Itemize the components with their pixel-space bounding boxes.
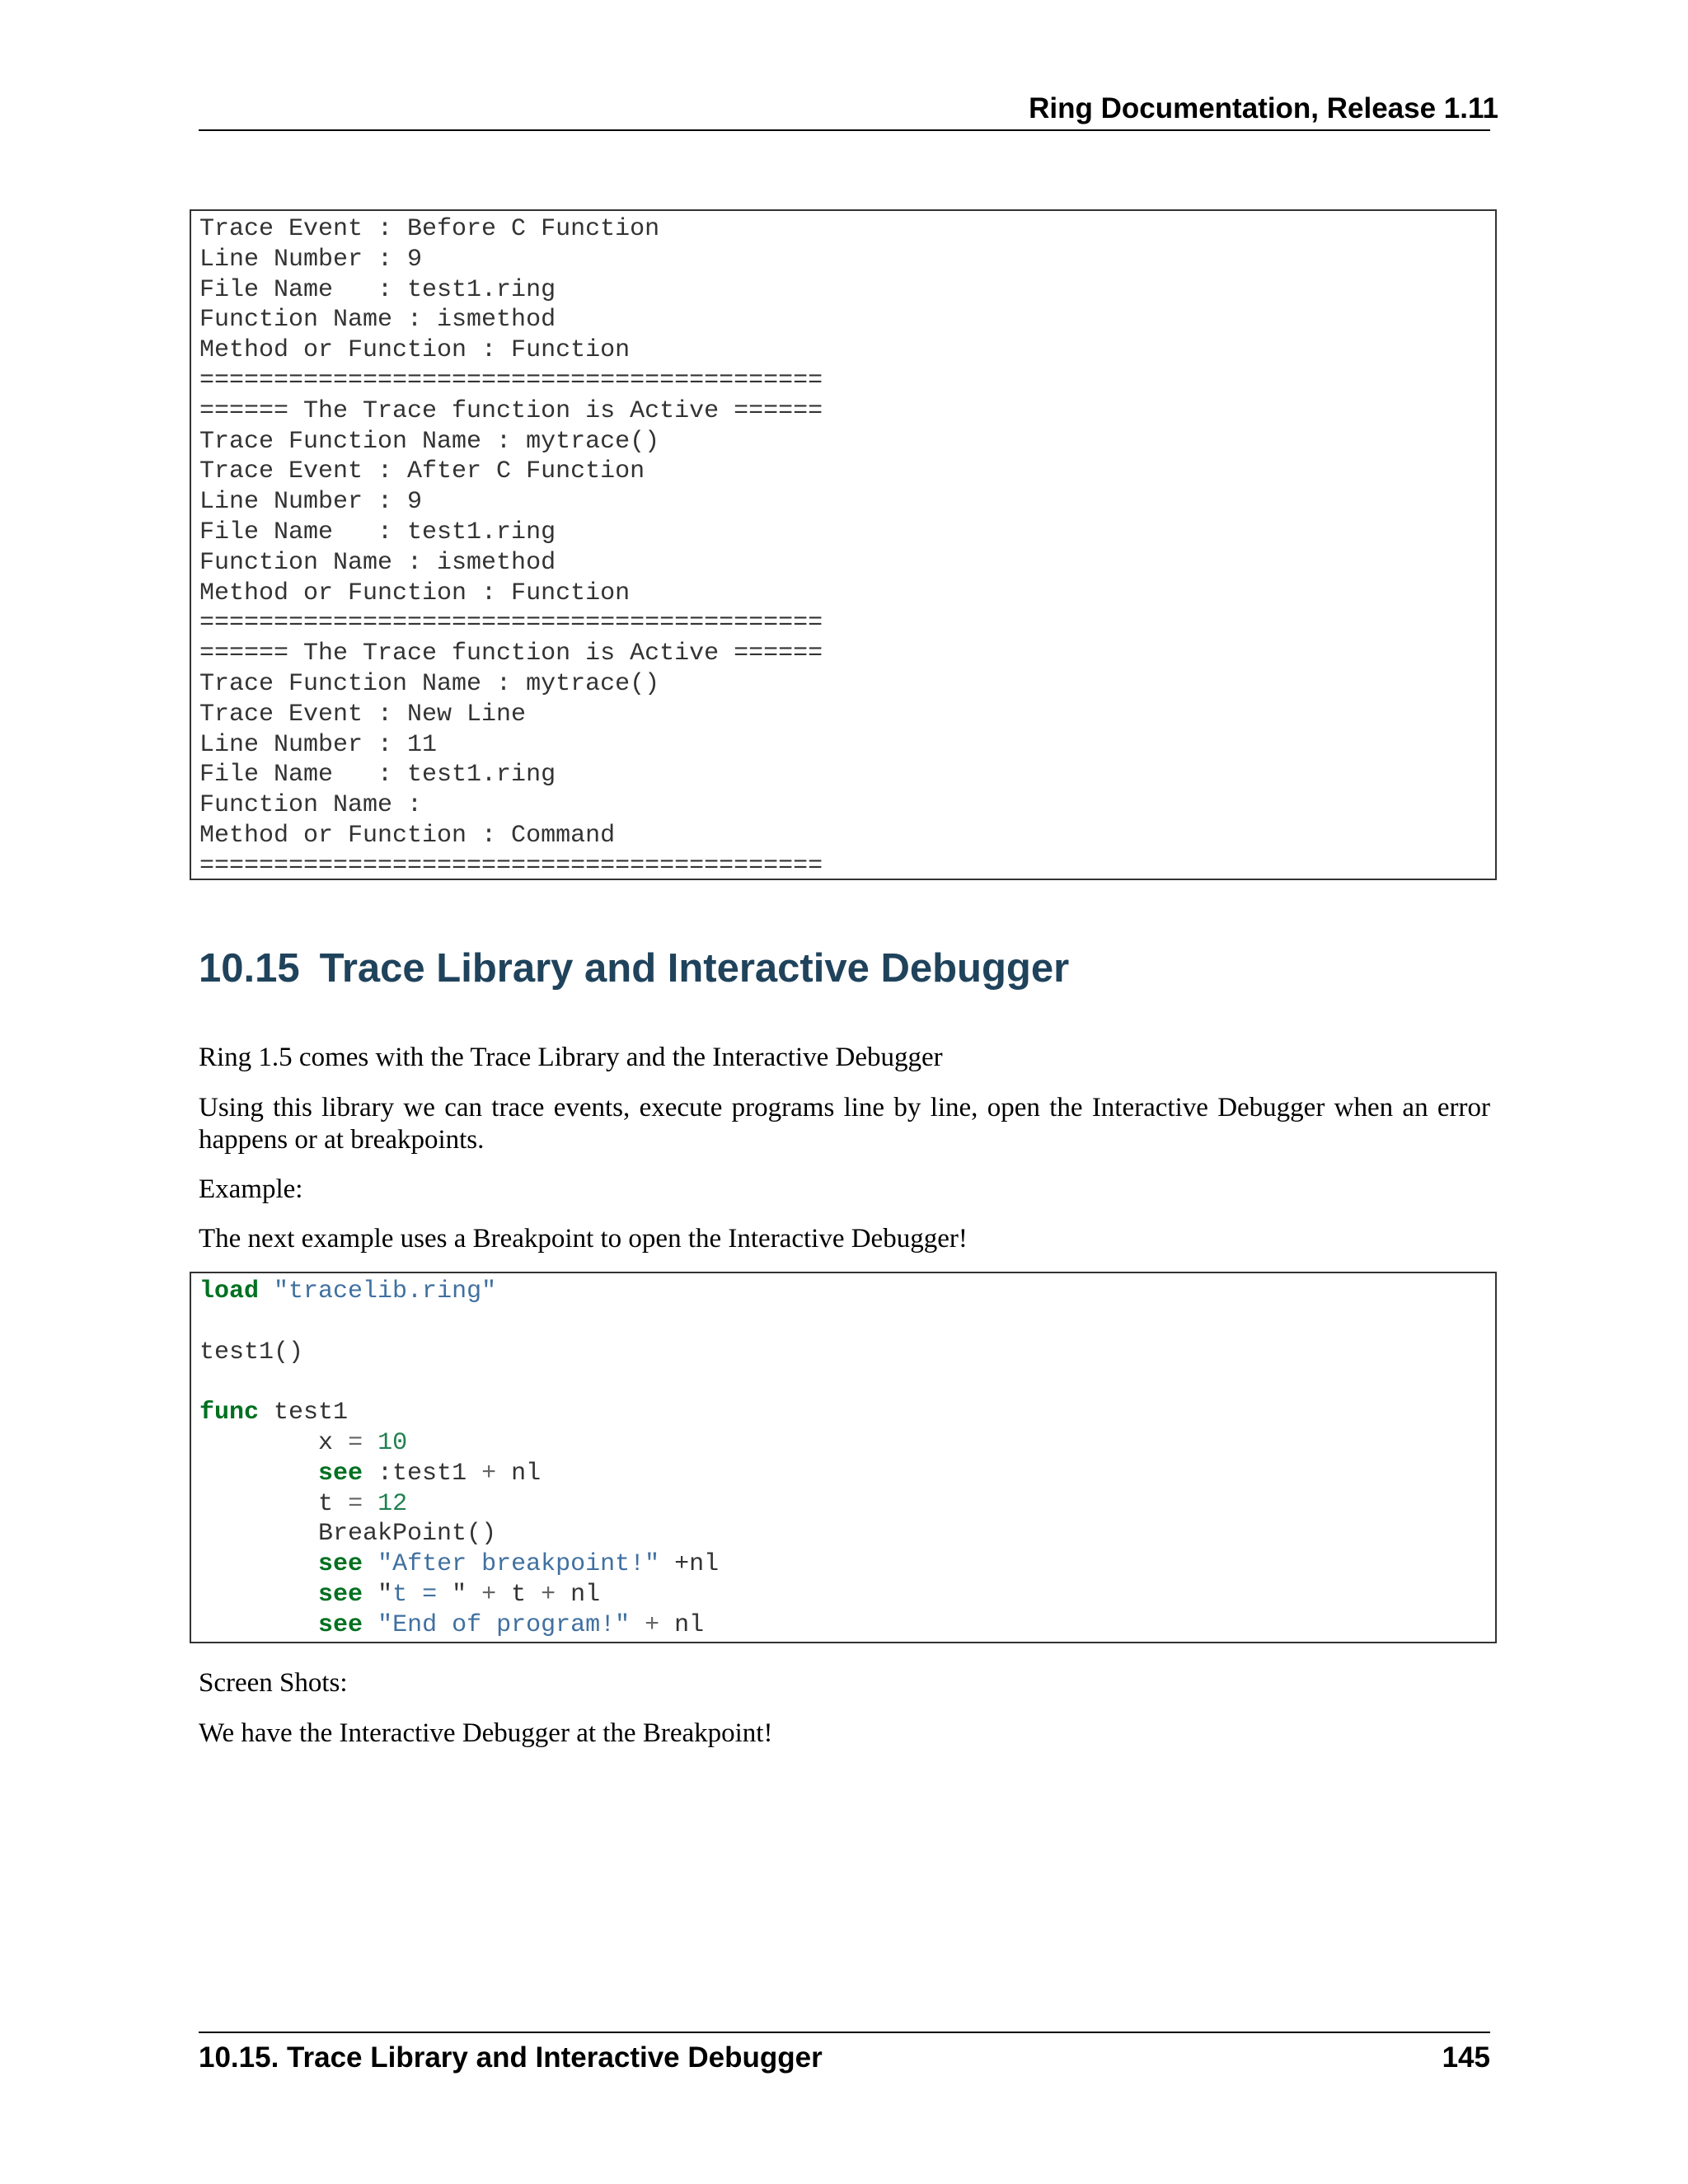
screenshots-description: We have the Interactive Debugger at the Breakpoint! [199, 1718, 773, 1748]
section-title: Trace Library and Interactive Debugger [319, 946, 1070, 991]
code-line-5 [199, 1398, 1495, 1428]
code-text: t [496, 1580, 542, 1609]
footer-section-title: 10.15. Trace Library and Interactive Debugger [199, 2041, 823, 2074]
example-label: Example: [199, 1174, 303, 1204]
section-heading [199, 945, 1069, 991]
code-line-4 [199, 1367, 1495, 1398]
code-line-10 [199, 1549, 1495, 1580]
code-line-9 [199, 1519, 1495, 1549]
trace-output-line: File Name : test1.ring [199, 761, 556, 790]
footer-rule [199, 2032, 1490, 2033]
code-quote: " [377, 1580, 393, 1609]
code-string: t = [392, 1580, 452, 1609]
trace-output-line: Function Name : [199, 791, 423, 820]
intro-paragraph: Ring 1.5 comes with the Trace Library and the Interactive Debugger [199, 1043, 943, 1072]
code-string: "tracelib.ring" [274, 1277, 497, 1305]
code-operator: + [481, 1459, 497, 1488]
code-text: nl [556, 1580, 601, 1609]
trace-output-line: Trace Event : New Line [199, 700, 527, 729]
code-keyword: func [199, 1399, 260, 1427]
code-keyword: load [199, 1277, 260, 1305]
code-text: :test1 [363, 1459, 482, 1488]
usage-paragraph: Using this library we can trace events, execute programs line by line, open the Interactive Debugger when an error happens or at breakpoints. [199, 1093, 1490, 1155]
code-keyword: see [318, 1550, 363, 1579]
code-text: +nl [659, 1550, 720, 1579]
trace-output-line: File Name : test1.ring [199, 275, 556, 304]
trace-output-line: Trace Function Name : mytrace() [199, 427, 660, 456]
code-line-1 [199, 1277, 1495, 1307]
trace-output-line: ====== The Trace function is Active ====== [199, 396, 823, 425]
header-rule [199, 129, 1490, 131]
trace-output-line: ========================================== [199, 851, 823, 880]
code-line-2 [199, 1307, 1495, 1338]
code-operator: + [541, 1580, 556, 1609]
trace-output-line: ====== The Trace function is Active ====== [199, 640, 823, 668]
trace-output-line: Trace Event : Before C Function [199, 215, 660, 243]
trace-output-line: Trace Event : After C Function [199, 457, 645, 486]
code-text: t [318, 1489, 334, 1518]
code-operator: + [481, 1580, 497, 1609]
trace-output-line: Line Number : 9 [199, 488, 423, 517]
code-line-11 [199, 1580, 1495, 1610]
code-line-6 [199, 1428, 1495, 1459]
code-text: BreakPoint() [318, 1520, 497, 1549]
trace-output-line: Method or Function : Function [199, 336, 631, 365]
trace-output-line: Function Name : ismethod [199, 548, 556, 577]
trace-output-line: File Name : test1.ring [199, 518, 556, 546]
trace-output-line: Trace Function Name : mytrace() [199, 669, 660, 698]
code-line-3 [199, 1338, 1495, 1368]
trace-output-line: Method or Function : Command [199, 821, 616, 850]
code-number: 10 [377, 1428, 408, 1457]
code-string: "End of program!" [377, 1610, 631, 1639]
code-operator: = [348, 1489, 363, 1518]
example-code-block [190, 1272, 1497, 1643]
code-number: 12 [377, 1489, 408, 1518]
trace-output-lines [199, 214, 1495, 880]
trace-output-line: Line Number : 11 [199, 730, 438, 759]
code-text: x [318, 1428, 334, 1457]
example-description: The next example uses a Breakpoint to open the Interactive Debugger! [199, 1224, 968, 1254]
code-line-7 [199, 1459, 1495, 1489]
trace-output-line: ========================================== [199, 366, 823, 395]
trace-output-block [190, 209, 1497, 880]
trace-output-line: Line Number : 9 [199, 245, 423, 274]
code-line-12 [199, 1610, 1495, 1641]
trace-output-line: Function Name : ismethod [199, 306, 556, 335]
code-text: nl [496, 1459, 542, 1488]
code-keyword: see [318, 1459, 363, 1488]
code-string: "After breakpoint!" [377, 1550, 660, 1579]
code-line-8 [199, 1489, 1495, 1520]
code-text: test1 [259, 1399, 349, 1427]
code-keyword: see [318, 1610, 363, 1639]
code-operator: + [645, 1610, 660, 1639]
code-text: nl [659, 1610, 705, 1639]
section-number: 10.15 [199, 946, 300, 991]
running-header-title: Ring Documentation, Release 1.11 [1029, 92, 1498, 124]
trace-output-line: Method or Function : Function [199, 579, 631, 607]
code-operator: = [348, 1428, 363, 1457]
code-text: test1() [199, 1338, 304, 1366]
screenshots-label: Screen Shots: [199, 1668, 348, 1698]
page-number: 145 [1442, 2041, 1490, 2074]
code-keyword: see [318, 1580, 363, 1609]
trace-output-line: ========================================== [199, 609, 823, 638]
code-quote: " [452, 1580, 467, 1609]
